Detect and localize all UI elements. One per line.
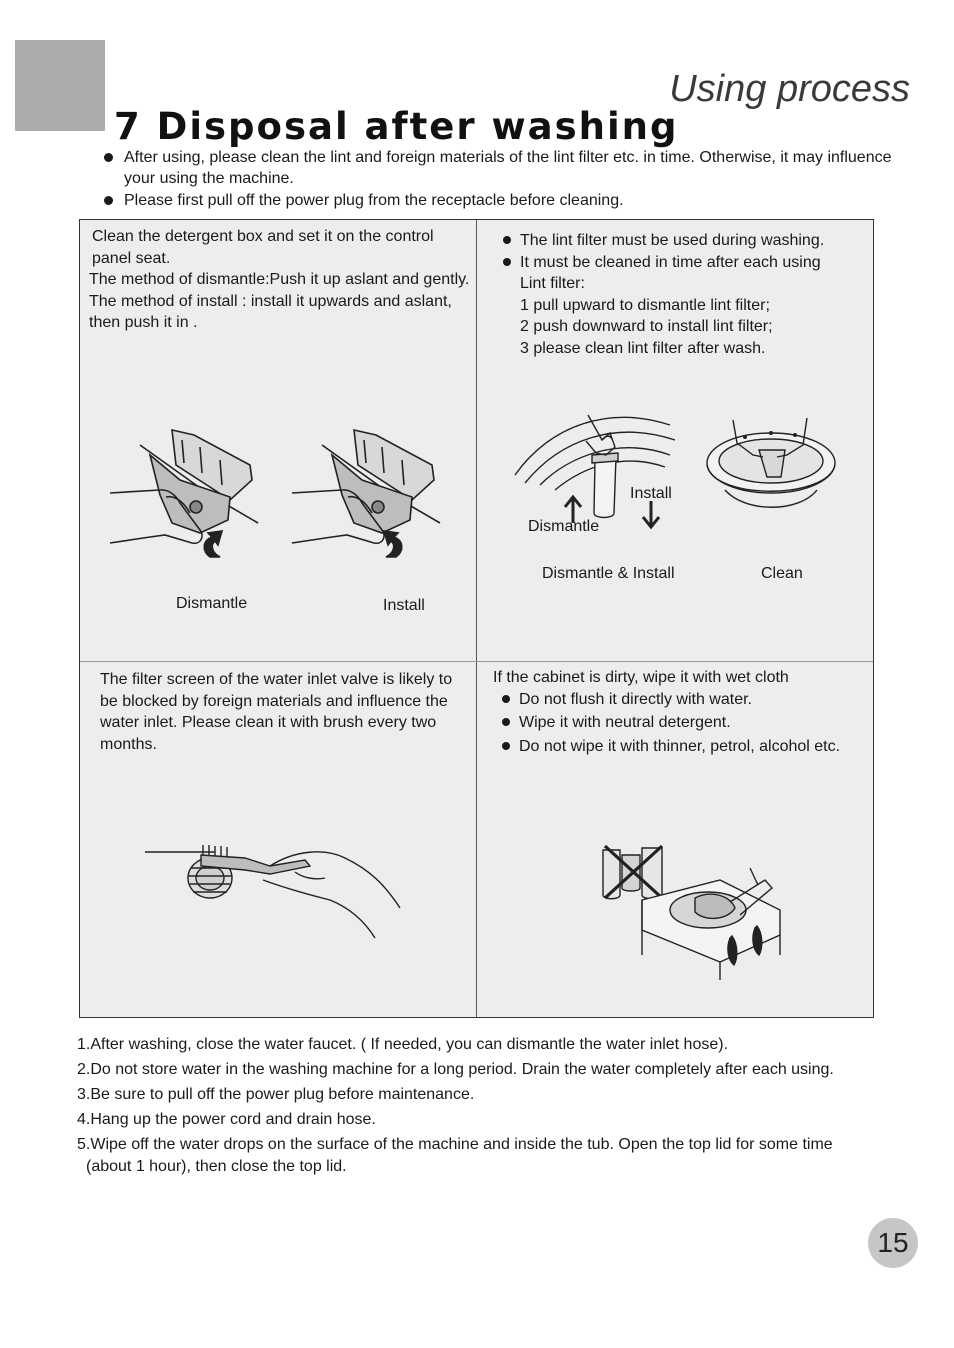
- panel-divider-vertical: [476, 220, 477, 1017]
- caption-dismantle-install: Dismantle & Install: [542, 565, 675, 582]
- lint-filter-cleaning-illustration: [705, 415, 840, 520]
- step-item: 3.Be sure to pull off the power plug before maintenance.: [77, 1086, 475, 1103]
- bullet-dot-icon: [104, 153, 113, 162]
- cabinet-note: Do not flush it directly with water.: [499, 689, 868, 711]
- intro-note: After using, please clean the lint and foreign materials of the lint filter etc. in time. Otherwise, it may influence your using the machine.: [102, 147, 902, 189]
- label-install-arrow: Install: [630, 485, 672, 502]
- cabinet-note: Do not wipe it with thinner, petrol, alcohol etc.: [499, 736, 868, 758]
- label-dismantle-arrow: Dismantle: [528, 518, 600, 535]
- page-number-badge: 15: [868, 1218, 918, 1268]
- bullet-dot-icon: [502, 695, 510, 703]
- header-gray-block: [15, 40, 105, 131]
- section-label: Using process: [669, 68, 910, 110]
- step-item: 4.Hang up the power cord and drain hose.: [77, 1111, 376, 1128]
- lint-filter-instructions: The lint filter must be used during washing. It must be cleaned in time after each using Lint filter: 1 pull upward to dismantle lint filter; 2 push downward to install lint filter; 3 please clean lint filter after wash.: [500, 230, 860, 359]
- step-item-continued: (about 1 hour), then close the top lid.: [86, 1158, 347, 1175]
- bullet-dot-icon: [502, 718, 510, 726]
- cabinet-instructions: If the cabinet is dirty, wipe it with wet cloth Do not flush it directly with water. Wipe it with neutral detergent. Do not wipe it with thinner, petrol, alcohol etc.: [493, 667, 868, 757]
- caption-dismantle: Dismantle: [176, 595, 248, 612]
- detergent-box-instructions: Clean the detergent box and set it on the control panel seat. The method of dismantle:Push it up aslant and gently. The method of install : install it upwards and aslant, then push it in .: [89, 228, 470, 331]
- bullet-dot-icon: [503, 258, 511, 266]
- caption-clean: Clean: [761, 565, 803, 582]
- cabinet-note: Wipe it with neutral detergent.: [499, 712, 868, 734]
- intro-notes: [102, 147, 902, 212]
- brush-cleaning-valve-illustration: [145, 840, 405, 945]
- cabinet-wiping-illustration: [600, 840, 790, 985]
- caption-install: Install: [383, 597, 425, 614]
- step-item: 1.After washing, close the water faucet. ( If needed, you can dismantle the water inlet hose).: [77, 1036, 729, 1053]
- after-washing-steps: [77, 1032, 877, 1177]
- step-item: 5.Wipe off the water drops on the surface of the machine and inside the tub. Open the top lid for some time: [77, 1136, 833, 1153]
- bullet-dot-icon: [503, 236, 511, 244]
- page-title: 7 Disposal after washing: [114, 105, 679, 148]
- maintenance-panels: [79, 219, 874, 1018]
- lint-filter-removal-illustration: [510, 405, 680, 530]
- panel-divider-horizontal: [80, 661, 873, 662]
- bullet-dot-icon: [502, 742, 510, 750]
- intro-note: Please first pull off the power plug from the receptacle before cleaning.: [102, 190, 902, 211]
- step-item: 2.Do not store water in the washing machine for a long period. Drain the water completely after each using.: [77, 1061, 834, 1078]
- detergent-box-dismantle-illustration: [110, 425, 290, 565]
- detergent-box-install-illustration: [292, 425, 472, 565]
- bullet-dot-icon: [104, 196, 113, 205]
- lint-filter-note: The lint filter must be used during washing.: [500, 230, 860, 252]
- inlet-valve-instructions: The filter screen of the water inlet valve is likely to be blocked by foreign materials and influence the water inlet. Please clean it with brush every two months.: [100, 671, 453, 753]
- lint-filter-note: It must be cleaned in time after each using: [500, 252, 860, 274]
